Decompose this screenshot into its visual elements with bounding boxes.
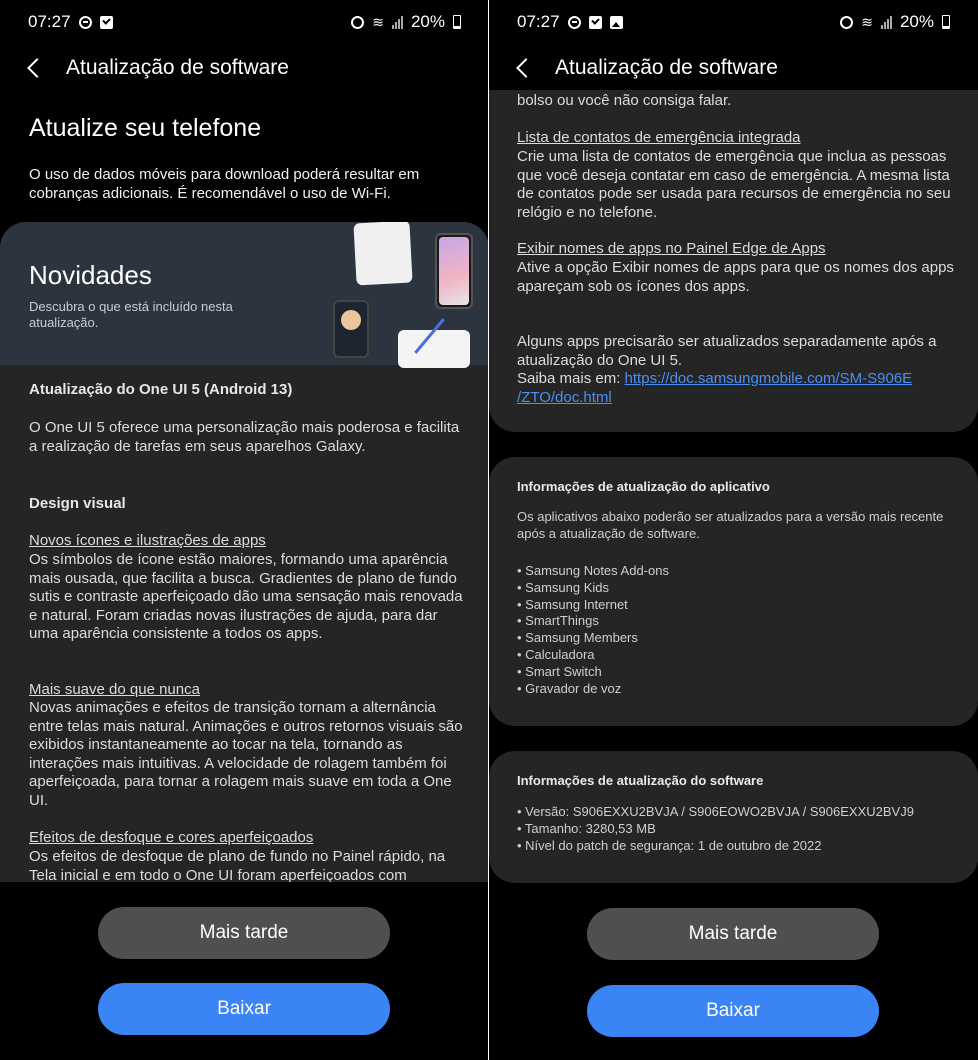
battery-percent: 20% — [410, 12, 445, 31]
download-button[interactable]: Baixar — [587, 985, 879, 1037]
check-notification-icon — [589, 16, 602, 29]
back-arrow-icon[interactable] — [511, 55, 537, 81]
download-button[interactable]: Baixar — [98, 983, 390, 1035]
feature-body: Os efeitos de desfoque de plano de fundo no Painel rápido, na Tela inicial e em todo o One UI foram aperfeiçoados com — [29, 848, 446, 882]
do-not-disturb-icon — [79, 16, 92, 29]
learn-more-prefix: Saiba mais em: — [517, 370, 625, 387]
feature-title: Lista de contatos de emergência integrada — [517, 129, 801, 146]
doc-link-continued[interactable]: /ZTO/doc.html — [517, 388, 612, 406]
list-item: • Samsung Members — [517, 630, 638, 646]
alarm-icon — [351, 16, 364, 29]
check-notification-icon — [100, 16, 113, 29]
list-item: • Versão: S906EXXU2BVJA / S906EOWO2BVJA / S906EXXU2BVJ9 — [517, 804, 914, 819]
wifi-icon: ≋ — [372, 14, 384, 30]
feature-body: Novas animações e efeitos de transição tornam a alternância entre telas mais natural. Animações e outros retornos visuais são exibidos instantaneamente ao tocar na tela, tornando as interações mais intuitivas. A velocidade de rolagem também foi aperfeiçoada, para tornar a rolagem mais suave em toda a One UI. — [29, 699, 463, 809]
list-item: • Samsung Kids — [517, 579, 609, 595]
whats-new-card — [0, 222, 489, 882]
header-title: Atualização de software — [555, 56, 778, 79]
page-title: Atualize seu telefone — [29, 114, 262, 142]
gallery-notification-icon — [610, 16, 623, 29]
signal-icon — [881, 16, 892, 29]
update-intro: O One UI 5 oferece uma personalização mais poderosa e facilita a realização de tarefas em seus aparelhos Galaxy. — [29, 419, 460, 455]
software-update-info-card — [489, 751, 978, 883]
tablet-illustration-icon — [398, 330, 470, 368]
status-bar — [517, 10, 950, 34]
section-title: Design visual — [29, 495, 126, 512]
list-item: • SmartThings — [517, 613, 599, 629]
app-info-desc: Os aplicativos abaixo poderão ser atualizados para a versão mais recente após a atualização de software. — [517, 509, 944, 541]
learn-more — [517, 370, 957, 407]
feature-body: Os símbolos de ícone estão maiores, formando uma aparência mais ousada, que facilita a busca. Gradientes de plano de fundo sutis e contraste aperfeiçoado dão uma sensação mais renovada e natural. Foram criadas novas ilustrações de ajuda, para dar uma aparência consistente a todos os apps. — [29, 551, 463, 643]
back-arrow-icon[interactable] — [22, 55, 48, 81]
device-illustration-icon — [353, 222, 412, 285]
status-bar — [28, 10, 461, 34]
battery-icon — [453, 15, 461, 29]
feature-body: Crie uma lista de contatos de emergência que inclua as pessoas que você deseja contatar em caso de emergência. A mesma lista de contatos pode ser usada para recursos de emergência no seu relógio e no telefone. — [517, 148, 951, 221]
feature-title: Mais suave do que nunca — [29, 681, 200, 698]
list-item: • Samsung Notes Add-ons — [517, 563, 669, 578]
app-info-title: Informações de atualização do aplicativo — [517, 479, 770, 494]
list-item: • Nível do patch de segurança: 1 de outubro de 2022 — [517, 837, 822, 853]
app-header — [511, 50, 778, 86]
sw-info-list — [517, 804, 957, 854]
list-item: • Smart Switch — [517, 663, 602, 679]
feature-body: Ative a opção Exibir nomes de apps para que os nomes dos apps apareçam sob os ícones dos apps. — [517, 259, 954, 295]
whats-new-banner[interactable] — [0, 222, 489, 365]
clock: 07:27 — [517, 12, 560, 31]
update-title: Atualização do One UI 5 (Android 13) — [29, 381, 293, 398]
sw-info-title: Informações de atualização do software — [517, 773, 764, 788]
phone-illustration-icon — [435, 233, 473, 309]
feature-title: Exibir nomes de apps no Painel Edge de Apps — [517, 240, 826, 257]
app-update-info-card — [489, 457, 978, 726]
clipped-text: bolso ou você não consiga falar. — [517, 92, 732, 109]
clock: 07:27 — [28, 12, 71, 31]
feature-title: Efeitos de desfoque e cores aperfeiçoados — [29, 829, 314, 846]
release-notes-card — [489, 90, 978, 432]
list-item: • Calculadora — [517, 646, 595, 662]
doc-link[interactable]: https://doc.samsungmobile.com/SM-S906E — [624, 370, 913, 387]
app-list — [517, 563, 957, 697]
battery-percent: 20% — [899, 12, 934, 31]
right-screen — [489, 0, 978, 1060]
banner-title: Novidades — [29, 260, 152, 290]
signal-icon — [392, 16, 403, 29]
foldable-illustration-icon — [333, 300, 369, 358]
list-item: • Gravador de voz — [517, 680, 622, 696]
wifi-icon: ≋ — [861, 14, 873, 30]
list-item: • Samsung Internet — [517, 596, 628, 612]
app-header — [22, 50, 289, 86]
later-button[interactable]: Mais tarde — [98, 907, 390, 959]
header-title: Atualização de software — [66, 56, 289, 79]
apps-note: Alguns apps precisarão ser atualizados separadamente após a atualização do One UI 5. — [517, 333, 937, 369]
data-usage-warning: O uso de dados móveis para download poderá resultar em cobranças adicionais. É recomendável o uso de Wi-Fi. — [29, 166, 420, 202]
list-item: • Tamanho: 3280,53 MB — [517, 820, 656, 836]
alarm-icon — [840, 16, 853, 29]
do-not-disturb-icon — [568, 16, 581, 29]
later-button[interactable]: Mais tarde — [587, 908, 879, 960]
banner-subtitle: Descubra o que está incluído nesta atualização. — [29, 299, 233, 330]
battery-icon — [942, 15, 950, 29]
feature-title: Novos ícones e ilustrações de apps — [29, 532, 266, 549]
